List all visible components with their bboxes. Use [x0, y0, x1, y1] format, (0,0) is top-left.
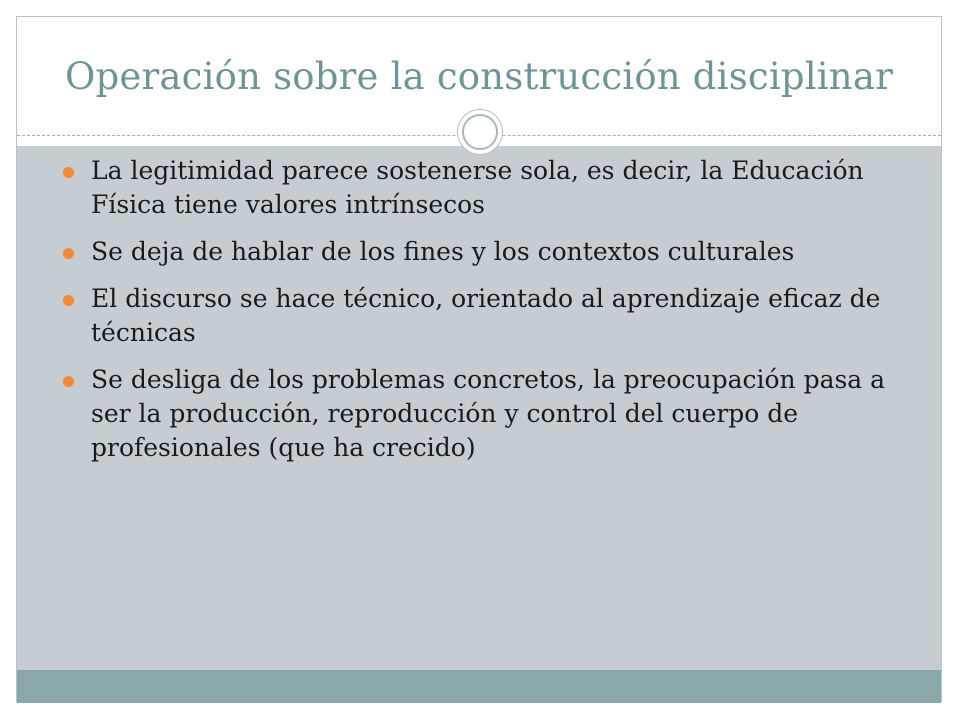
bullet-item [63, 154, 913, 222]
bullet-text: Se deja de hablar de los fines y los contextos culturales [91, 237, 795, 266]
footer-band [17, 670, 941, 703]
bullet-dot-icon [63, 295, 74, 306]
bullet-dot-icon [63, 248, 74, 259]
bullet-dot-icon [63, 167, 74, 178]
bullet-text: La legitimidad parece sostenerse sola, es decir, la Educación Física tiene valores intrínsecos [91, 156, 864, 219]
bullet-item [63, 282, 913, 350]
bullet-dot-icon [63, 376, 74, 387]
bullet-list [63, 154, 913, 478]
ring-icon [457, 109, 503, 155]
slide-frame [16, 16, 942, 702]
bullet-item [63, 235, 913, 269]
slide-title: Operación sobre la construcción disciplinar [65, 55, 893, 98]
bullet-text: El discurso se hace técnico, orientado al aprendizaje eficaz de técnicas [91, 284, 881, 347]
bullet-item [63, 363, 913, 465]
bullet-text: Se desliga de los problemas concretos, la preocupación pasa a ser la producción, reproducción y control del cuerpo de profesionales (que ha crecido) [91, 365, 886, 462]
ring-inner-icon [462, 114, 498, 150]
